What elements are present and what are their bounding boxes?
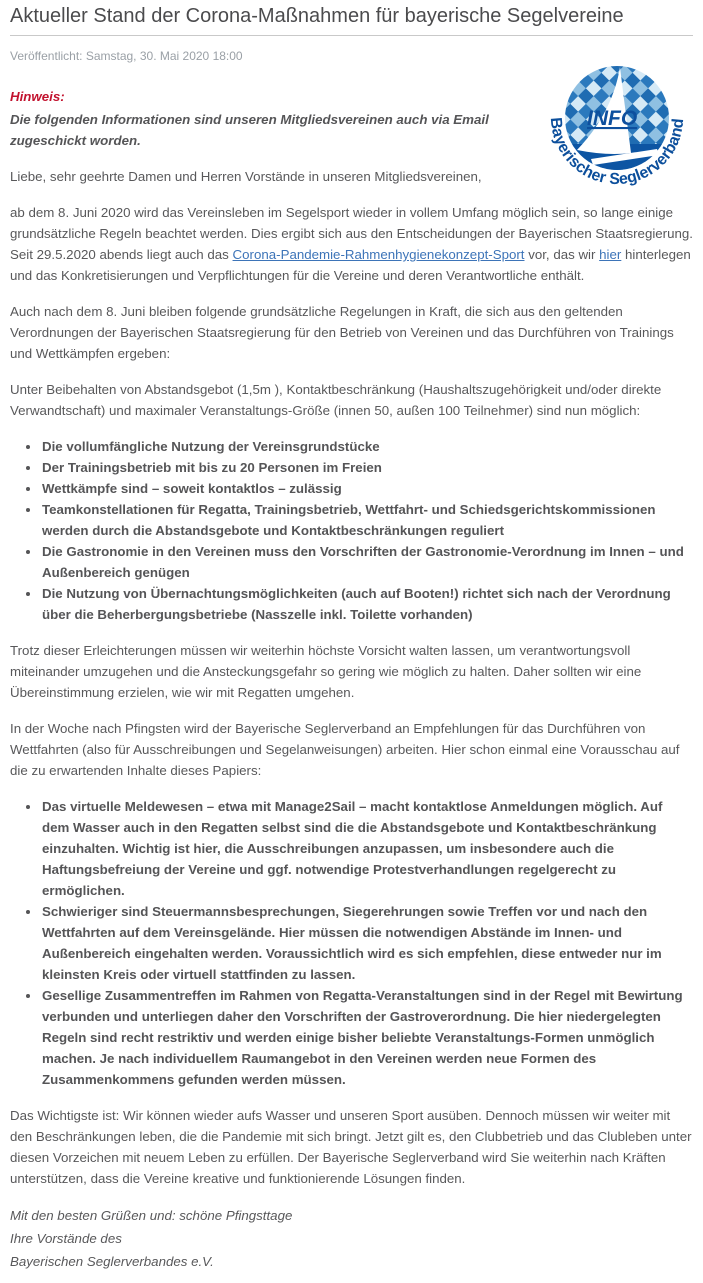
list-item: • Teamkonstellationen für Regatta, Trainingsbetrieb, Wettfahrt- und Schiedsgerichtskommissionen werden durch die Abstandsgebote und Kontaktbeschränkungen reguliert [41,499,693,541]
outlook-list [10,796,693,1090]
page-title: Aktueller Stand der Corona-Maßnahmen für bayerische Segelvereine [10,5,624,27]
link-hier[interactable]: hier [599,247,622,262]
paragraph-closing: Das Wichtigste ist: Wir können wieder aufs Wasser und unseren Sport ausüben. Dennoch müssen wir weiter mit den Beschränkungen leben, die die Pandemie mit sich bringt. Jetzt gilt es, den Clubbetrieb und das Clubleben unter diesen Vorzeichen mit neuem Leben zu erfüllen. Der Bayerische Seglerverband wird Sie weiterhin nach Kräften unterstützen, dass die Vereine kreative und funktionierende Lösungen finden. [10,1108,692,1186]
signature-line: Mit den besten Grüßen und: schöne Pfingsttage [10,1208,293,1223]
signature-line: Ihre Vorstände des [10,1231,122,1246]
intro-text-1: ab dem 8. Juni 2020 wird das Vereinsleben im Segelsport wieder in vollem Umfang möglich sein, so lange einige grundsätzliche Regeln beachtet werden. Dies ergibt sich aus den Entscheidungen der Bayerischen Staatsregierung. Seit 29.5.2020 abends liegt auch das [10,205,693,262]
logo-ring-label: Bayerischer Seglerverband [546,116,688,189]
link-rahmenhygienekonzept-sport[interactable]: Corona-Pandemie-Rahmenhygienekonzept-Sport [232,247,525,262]
list-item: • Wettkämpfe sind – soweit kontaktlos – zulässig [41,478,693,499]
intro-text-3: hinterlegen und das Konkretisierungen und Verpflichtungen für die Vereine und deren Verantwortliche enthält. [10,247,691,283]
list-item: • Die Gastronomie in den Vereinen muss den Vorschriften der Gastronomie-Verordnung im Innen – und Außenbereich genügen [41,541,693,583]
paragraph-salutation: Liebe, sehr geehrte Damen und Herren Vorstände in unseren Mitgliedsvereinen, [10,169,482,184]
paragraph-intro [10,202,693,286]
logo-info-label: INFO [587,107,638,130]
title-divider [10,35,693,36]
paragraph-caution: Trotz dieser Erleichterungen müssen wir weiterhin höchste Vorsicht walten lassen, um verantwortungsvoll miteinander umzugehen und die Ansteckungsgefahr so gering wie möglich zu halten. Daher sollten wir eine Übereinstimmung erzielen, wie wir mit Regatten umgehen. [10,643,642,700]
list-item: • Die Nutzung von Übernachtungsmöglichkeiten (auch auf Booten!) richtet sich nach der Verordnung über die Beherbergungsbetriebe (Nasszelle inkl. Toilette vorhanden) [41,583,693,625]
paragraph-outlook: In der Woche nach Pfingsten wird der Bayerische Seglerverband an Empfehlungen für das Durchführen von Wettfahrten (also für Ausschreibungen und Segelanweisungen) arbeiten. Hier schon einmal eine Vorausschau auf die zu erwartenden Inhalte dieses Papiers: [10,721,680,778]
published-date: Veröffentlicht: Samstag, 30. Mai 2020 18:00 [10,49,243,63]
signature [10,1204,693,1273]
paragraph-rules-intro: Auch nach dem 8. Juni bleiben folgende grundsätzliche Regelungen in Kraft, die sich aus den geltenden Verordnungen der Bayerischen Staatsregierung für den Betrieb von Vereinen und das Durchführen von Trainings und Wettkämpfen ergeben: [10,304,674,361]
paragraph-conditions: Unter Beibehalten von Abstandsgebot (1,5m ), Kontaktbeschränkung (Haushaltszugehörigkeit und/oder direkte Verwandtschaft) und maximaler Veranstaltungs-Größe (innen 50, außen 100 Teilnehmer) sind nun möglich: [10,382,662,418]
sailing-club-logo-graphic [541,64,693,196]
list-item: • Gesellige Zusammentreffen im Rahmen von Regatta-Veranstaltungen sind in der Regel mit Bewirtung verbunden und unterliegen daher den Vorschriften der Gastroverordnung. Die hier niedergelegten Regeln sind recht restriktiv und werden einige bisher beliebte Veranstaltungs-Formen unmöglich machen. Je nach individuellem Raumangebot in den Vereinen werden neue Formen des Zusammenkommens gefunden werden müssen. [41,985,693,1090]
bsv-info-logo [541,64,693,189]
list-item: • Schwieriger sind Steuermannsbesprechungen, Siegerehrungen sowie Treffen vor und nach den Wettfahrten auf dem Vereinsgelände. Hier müssen die notwendigen Abstände im Innen- und Außenbereich eingehalten werden. Voraussichtlich wird es sich empfehlen, diese entweder nur im kleinsten Kreis oder virtuell stattfinden zu lassen. [41,901,693,985]
notice-label: Hinweis: [10,89,65,104]
signature-line: Bayerischen Seglerverbandes e.V. [10,1254,214,1269]
list-item: • Das virtuelle Meldewesen – etwa mit Manage2Sail – macht kontaktlose Anmeldungen möglich. Auf dem Wasser auch in den Regatten selbst sind die die Abstandsgebote und Kontaktbeschränkung einzuhalten. Wichtig ist hier, die Ausschreibungen anzupassen, um insbesondere auch die Haftungsbefreiung der Vereine und ggf. notwendige Protestverhandlungen regelgerecht zu ermöglichen. [41,796,693,901]
intro-text-2: vor, das wir [524,247,600,262]
list-item: • Der Trainingsbetrieb mit bis zu 20 Personen im Freien [41,457,693,478]
notice-text: Die folgenden Informationen sind unseren Mitgliedsvereinen auch via Email zugeschickt worden. [10,112,489,148]
list-item: • Die vollumfängliche Nutzung der Vereinsgrundstücke [41,436,693,457]
rules-list [10,436,693,625]
